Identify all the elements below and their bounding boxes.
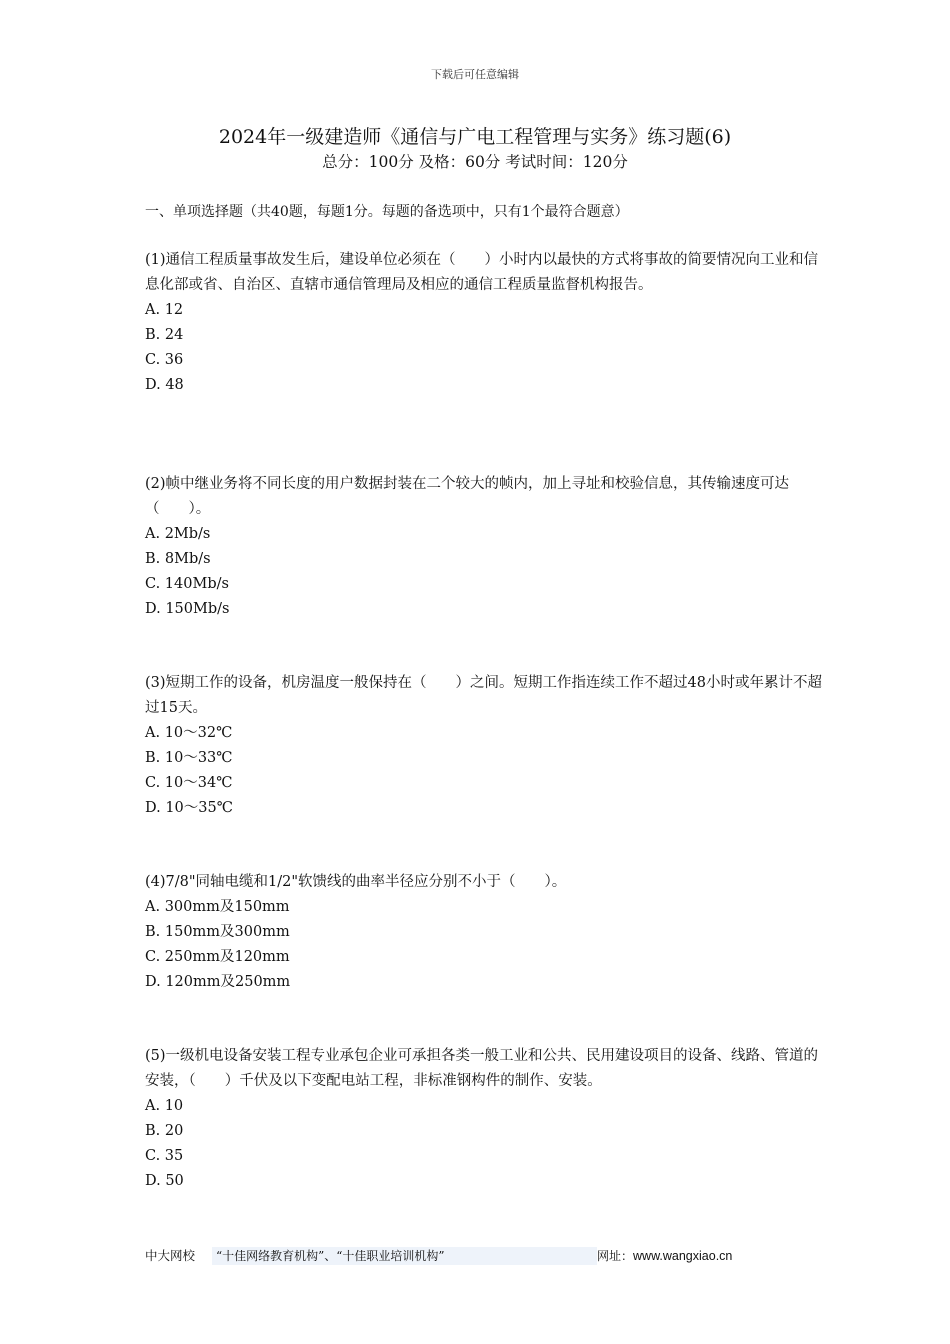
question-stem: (4)7/8"同轴电缆和1/2"软馈线的曲率半径应分别不小于（ ）。 xyxy=(145,874,567,890)
footer-slogan: “十佳网络教育机构”、“十佳职业培训机构” xyxy=(212,1247,597,1265)
option-list xyxy=(145,522,825,622)
option-a: A. 300mm及150mm xyxy=(145,899,290,915)
document-title: 2024年一级建造师《通信与广电工程管理与实务》练习题(6) xyxy=(218,126,732,148)
question-stem: (3)短期工作的设备，机房温度一般保持在（ ）之间。短期工作指连续工作不超过48小时或年累计不超过15天。 xyxy=(145,675,822,716)
question-stem: (2)帧中继业务将不同长度的用户数据封装在二个较大的帧内，加上寻址和校验信息，其传输速度可达（ ）。 xyxy=(145,476,790,517)
option-c: C. 140Mb/s xyxy=(145,576,229,592)
question-stem: (5)一级机电设备安装工程专业承包企业可承担各类一般工业和公共、民用建设项目的设备、线路、管道的安装，（ ）千伏及以下变配电站工程，非标准钢构件的制作、安装。 xyxy=(145,1048,819,1089)
question-3 xyxy=(145,671,825,821)
footer-url-link[interactable]: www.wangxiao.cn xyxy=(633,1249,733,1263)
option-d: D. 120mm及250mm xyxy=(145,974,291,990)
question-1 xyxy=(145,248,825,398)
option-b: B. 8Mb/s xyxy=(145,551,211,567)
question-2 xyxy=(145,472,825,622)
option-a: A. 12 xyxy=(145,302,184,318)
option-d: D. 48 xyxy=(145,377,184,393)
option-d: D. 10～35℃ xyxy=(145,800,233,816)
option-c: C. 35 xyxy=(145,1148,184,1164)
option-list xyxy=(145,298,825,398)
question-stem: (1)通信工程质量事故发生后，建设单位必须在（ ）小时内以最快的方式将事故的简要情况向工业和信息化部或省、自治区、直辖市通信管理局及相应的通信工程质量监督机构报告。 xyxy=(145,252,819,293)
option-c: C. 10～34℃ xyxy=(145,775,233,791)
question-4 xyxy=(145,870,825,995)
option-a: A. 10 xyxy=(145,1098,184,1114)
option-a: A. 2Mb/s xyxy=(145,526,211,542)
footer-url-block xyxy=(597,1247,732,1265)
option-b: B. 24 xyxy=(145,327,184,343)
page-footer xyxy=(145,1247,745,1265)
option-b: B. 10～33℃ xyxy=(145,750,233,766)
option-list xyxy=(145,895,825,995)
footer-url-label: 网址： xyxy=(597,1249,634,1263)
option-c: C. 250mm及120mm xyxy=(145,949,290,965)
option-list xyxy=(145,721,825,821)
option-a: A. 10～32℃ xyxy=(145,725,233,741)
option-list xyxy=(145,1094,825,1194)
option-d: D. 150Mb/s xyxy=(145,601,230,617)
section-heading: 一、单项选择题（共40题，每题1分。每题的备选项中，只有1个最符合题意） xyxy=(145,204,629,220)
option-b: B. 150mm及300mm xyxy=(145,924,290,940)
exam-meta: 总分：100分 及格：60分 考试时间：120分 xyxy=(322,153,628,171)
option-d: D. 50 xyxy=(145,1173,184,1189)
question-5 xyxy=(145,1044,825,1194)
option-b: B. 20 xyxy=(145,1123,184,1139)
page-header-note: 下载后可任意编辑 xyxy=(431,68,519,81)
option-c: C. 36 xyxy=(145,352,184,368)
footer-school-name: 中大网校 xyxy=(145,1248,196,1263)
